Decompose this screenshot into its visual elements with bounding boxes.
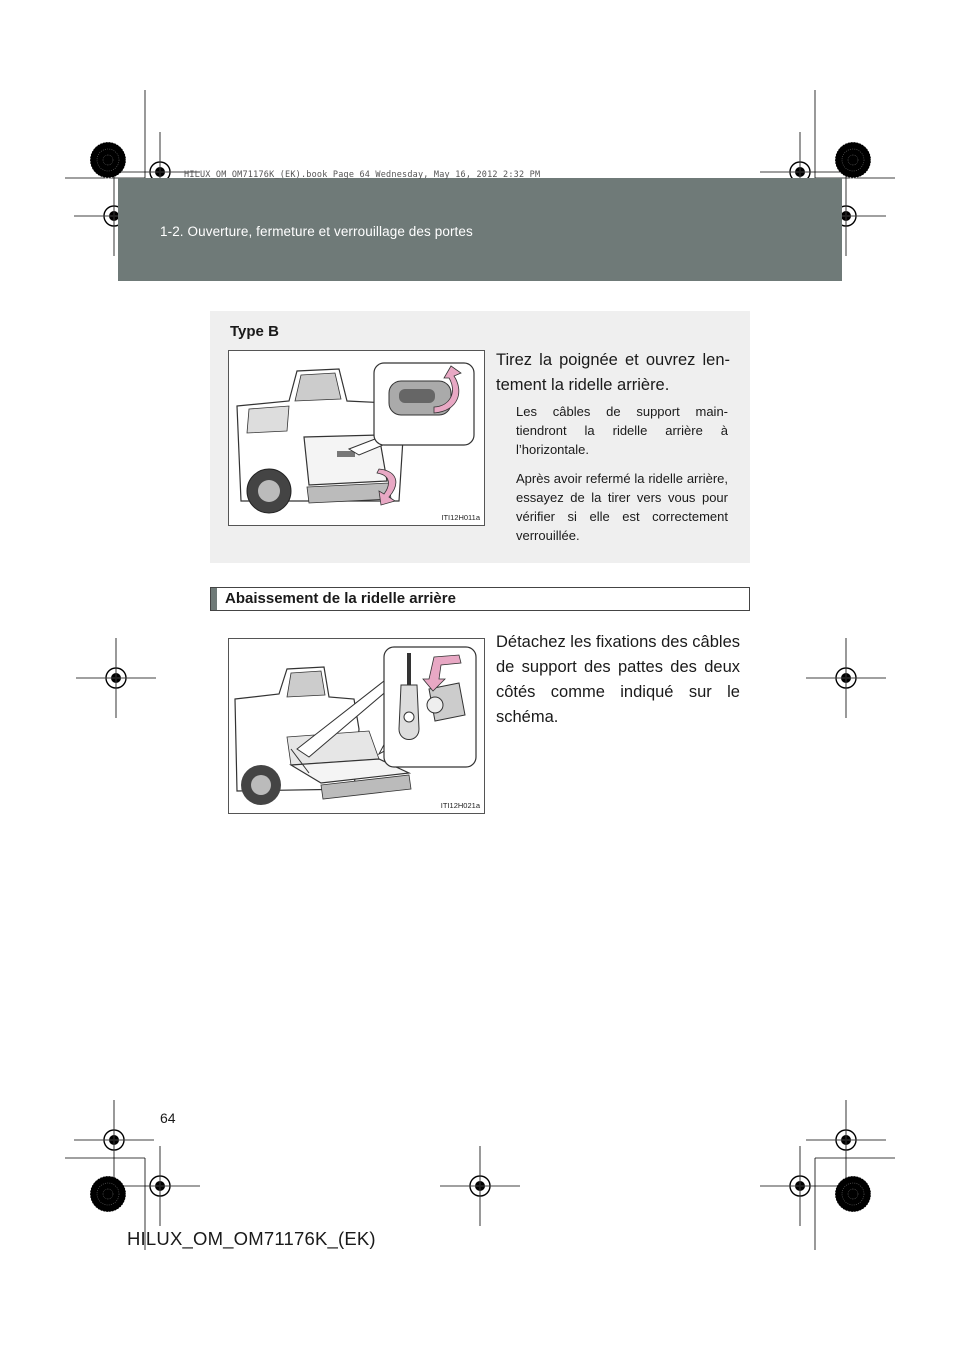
document-code: HILUX_OM_OM71176K_(EK)	[127, 1228, 376, 1249]
starburst-mark-icon	[90, 142, 126, 178]
type-b-heading: Type B	[230, 323, 279, 340]
starburst-mark-icon	[835, 1176, 871, 1212]
starburst-mark-icon	[835, 142, 871, 178]
starburst-mark-icon	[90, 1176, 126, 1212]
section-accent	[211, 588, 217, 610]
registration-mark-icon	[806, 638, 886, 718]
type-b-instruction: Tirez la poignée et ouvrez len-tement la ridelle arrière.	[496, 351, 730, 394]
tailgate-handle-illustration	[228, 350, 485, 526]
page-number: 64	[160, 1110, 176, 1126]
section-heading: Abaissement de la ridelle arrière	[225, 590, 456, 607]
registration-mark-icon	[806, 1100, 886, 1180]
lowering-instruction: Détachez les fixations des câbles de support des pattes des deux côtés comme indiqué sur le schéma.	[496, 633, 740, 726]
tailgate-cable-illustration	[228, 638, 485, 814]
registration-mark-icon	[74, 1100, 154, 1180]
section-heading-bar	[210, 587, 750, 611]
type-b-note-1: Les câbles de support main-tiendront la ridelle arrière à l’horizontale.	[516, 404, 728, 457]
section-title: 1-2. Ouverture, fermeture et verrouillage des portes	[160, 224, 473, 239]
figure-code: ITI12H021a	[440, 801, 480, 810]
figure-code: ITI12H011a	[441, 513, 480, 522]
registration-mark-icon	[440, 1146, 520, 1226]
print-crop-info: HILUX_OM_OM71176K_(EK).book Page 64 Wednesday, May 16, 2012 2:32 PM	[184, 170, 541, 180]
registration-mark-icon	[76, 638, 156, 718]
type-b-note-2: Après avoir refermé la ridelle arrière, essayez de la tirer vers vous pour vérifier si elle est correctement verrouillée.	[516, 471, 728, 543]
